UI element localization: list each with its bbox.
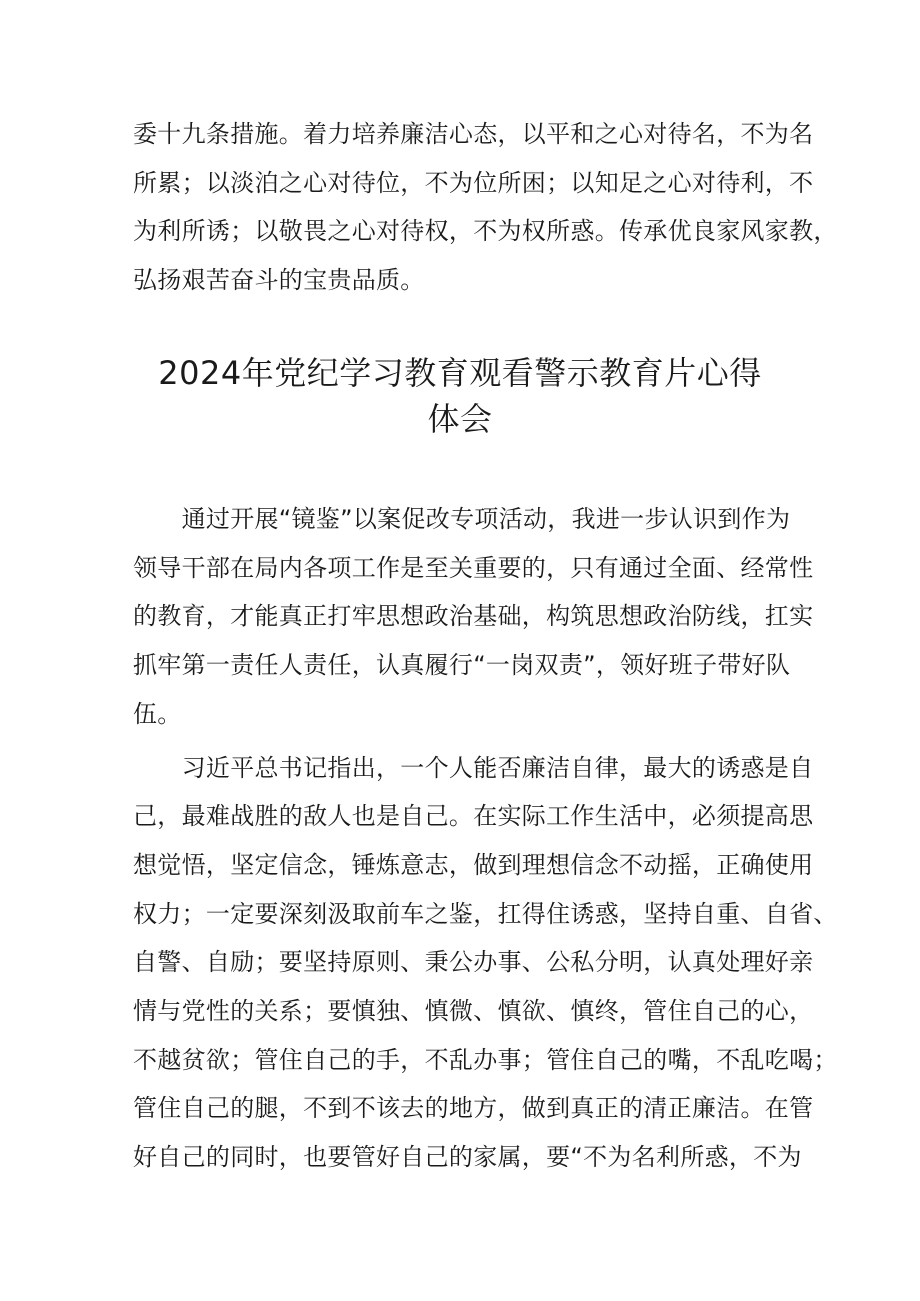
text-line: 情与党性的关系；要慎独、慎微、慎欲、慎终，管住自己的心， (133, 997, 814, 1026)
text-line: 为利所诱；以敬畏之心对待权，不为权所惑。传承优良家风家教， (133, 217, 838, 245)
intro-paragraph (133, 110, 838, 304)
text-line: 想觉悟，坚定信念，锤炼意志，做到理想信念不动摇，正确使用 (133, 850, 814, 879)
document-body (133, 495, 838, 1182)
text-line: 习近平总书记指出，一个人能否廉洁自律，最大的诱惑是自 (133, 753, 814, 782)
title-line-1: 2024年党纪学习教育观看警示教育片心得 (158, 354, 762, 392)
body-paragraph-1 (133, 495, 814, 739)
text-line: 委十九条措施。着力培养廉洁心态，以平和之心对待名，不为名 (133, 120, 814, 148)
body-paragraph-2 (133, 744, 838, 1182)
text-line: 己，最难战胜的敌人也是自己。在实际工作生活中，必须提高思 (133, 802, 814, 831)
document-title (0, 350, 920, 442)
text-line: 领导干部在局内各项工作是至关重要的，只有通过全面、经常性 (133, 553, 814, 582)
text-line: 权力；一定要深刻汲取前车之鉴，扛得住诱惑，坚持自重、自省、 (133, 899, 838, 928)
text-line: 弘扬艰苦奋斗的宝贵品质。 (133, 265, 425, 294)
text-line: 的教育，才能真正打牢思想政治基础，构筑思想政治防线，扛实 (133, 602, 814, 631)
text-line: 伍。 (133, 699, 182, 728)
text-line: 通过开展“镜鉴”以案促改专项活动，我进一步认识到作为 (133, 505, 791, 533)
text-line: 所累；以淡泊之心对待位，不为位所困；以知足之心对待利，不 (133, 168, 814, 197)
text-line: 管住自己的腿，不到不该去的地方，做到真正的清正廉洁。在管 (133, 1094, 814, 1123)
text-line: 自警、自励；要坚持原则、秉公办事、公私分明，认真处理好亲 (133, 948, 814, 977)
text-line: 抓牢第一责任人责任，认真履行“一岗双责”，领好班子带好队 (133, 651, 791, 680)
title-line-2: 体会 (427, 400, 493, 438)
text-line: 好自己的同时，也要管好自己的家属，要“不为名利所惑，不为 (133, 1143, 802, 1172)
text-line: 不越贫欲；管住自己的手，不乱办事；管住自己的嘴，不乱吃喝； (133, 1045, 838, 1074)
